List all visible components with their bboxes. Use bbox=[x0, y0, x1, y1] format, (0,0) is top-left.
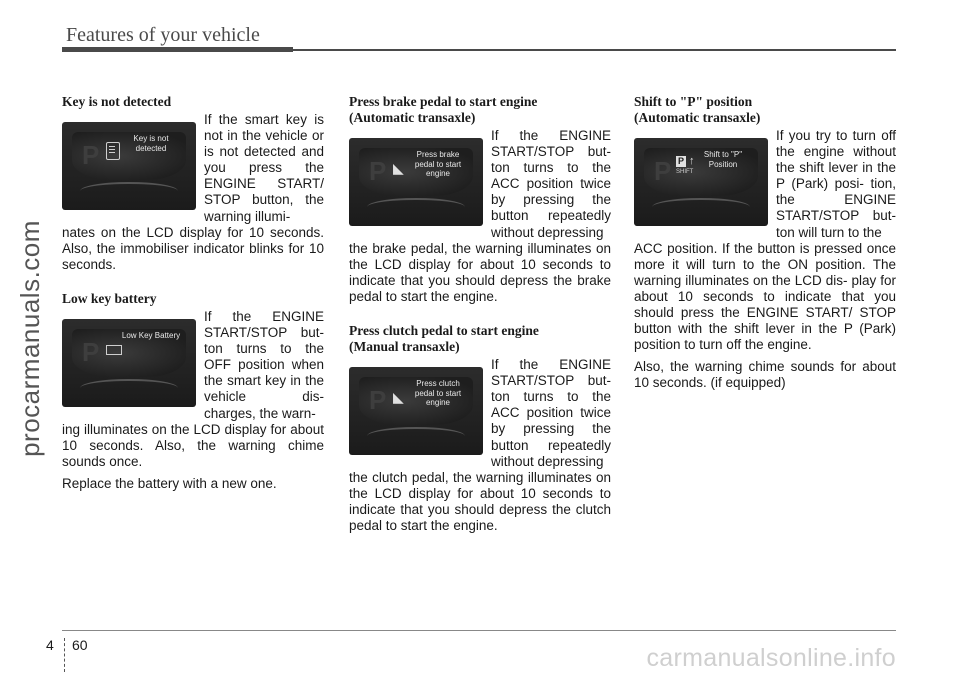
column-3 bbox=[634, 94, 896, 410]
float-text: If you try to turn off the engine without the shift lever in the P (Park) posi- tion, the ENGINE START/STOP but- ton will turn to the bbox=[776, 128, 896, 240]
body-paragraph: ACC position. If the button is pressed once more it will turn to the ON position. The warning illuminates on the LCD dis- play for about 10 seconds to indicate that you should press the ENGINE START/ STOP button with the shift lever in the P (Park) position to turn off the engine. bbox=[634, 240, 896, 353]
page-header-title: Features of your vehicle bbox=[66, 24, 260, 46]
body-paragraph: ing illuminates on the LCD display for about 10 seconds. Also, the warning chime sounds once. bbox=[62, 421, 324, 469]
foot-pedal-icon: ◣ bbox=[393, 160, 404, 176]
ghost-gear-icon: P bbox=[654, 156, 672, 186]
side-watermark bbox=[10, 0, 50, 676]
lcd-label: Press brake pedal to start engine bbox=[414, 150, 462, 178]
figure-row bbox=[349, 128, 611, 241]
section-subheading: (Automatic transaxle) bbox=[634, 110, 761, 125]
section-subheading: (Automatic transaxle) bbox=[349, 110, 476, 125]
gauge-arc bbox=[367, 198, 465, 216]
gauge-arc bbox=[80, 379, 178, 397]
footer-rule bbox=[62, 630, 896, 631]
shift-label: SHIFT bbox=[676, 169, 694, 175]
section-subheading: (Manual transaxle) bbox=[349, 339, 460, 355]
page-number: 60 bbox=[72, 637, 88, 653]
foot-pedal-icon: ◣ bbox=[393, 389, 404, 406]
lcd-figure-shift-to-p bbox=[634, 138, 768, 226]
ghost-gear-icon: P bbox=[369, 156, 387, 186]
section-press-clutch bbox=[349, 323, 611, 534]
battery-icon bbox=[106, 345, 122, 355]
figure-row bbox=[634, 128, 896, 241]
side-watermark-text: procarmanuals.com bbox=[14, 219, 45, 457]
section-key-not-detected bbox=[62, 94, 324, 273]
smart-key-icon bbox=[106, 142, 120, 160]
figure-row bbox=[349, 357, 611, 470]
gauge-arc bbox=[367, 427, 465, 445]
header-bar bbox=[62, 47, 293, 52]
lcd-label: Shift to "P" Position bbox=[703, 150, 743, 169]
float-text: If the ENGINE START/STOP but- ton turns to the ACC position twice by pressing the button repeatedly without depressing bbox=[491, 357, 611, 469]
lcd-label: Low Key Battery bbox=[121, 330, 181, 340]
chapter-number: 4 bbox=[46, 637, 54, 653]
arrow-up-icon: ↑ bbox=[689, 155, 695, 167]
park-icon: P bbox=[677, 156, 684, 166]
float-text: If the ENGINE START/STOP but- ton turns to the OFF position when the smart key in the vehicle dis- charges, the warn- bbox=[204, 308, 324, 421]
bottom-watermark: carmanualsonline.info bbox=[646, 644, 896, 672]
ghost-gear-icon: P bbox=[82, 336, 100, 367]
ghost-gear-icon: P bbox=[369, 385, 387, 416]
lcd-label: Key is not detected bbox=[133, 134, 169, 153]
column-2 bbox=[349, 94, 611, 552]
section-heading: Key is not detected bbox=[62, 94, 172, 109]
body-paragraph: Also, the warning chime sounds for about 10 seconds. (if equipped) bbox=[634, 359, 896, 391]
body-paragraph: the clutch pedal, the warning illuminates on the LCD display for about 10 seconds to indicate that you should depress the clutch pedal to start the engine. bbox=[349, 469, 611, 533]
float-text: If the smart key is not in the vehicle or is not detected and you press the ENGINE START/ STOP button, the warning illumi- bbox=[204, 112, 324, 224]
lcd-figure-press-clutch bbox=[349, 367, 483, 455]
section-low-key-battery bbox=[62, 291, 324, 492]
ghost-gear-icon: P bbox=[82, 140, 100, 170]
lcd-figure-low-key-battery bbox=[62, 319, 196, 407]
gauge-arc bbox=[80, 182, 178, 200]
gauge-arc bbox=[652, 198, 750, 216]
section-heading: Press brake pedal to start engine bbox=[349, 94, 538, 109]
lcd-figure-key-not-detected bbox=[62, 122, 196, 210]
lcd-figure-press-brake bbox=[349, 138, 483, 226]
figure-row bbox=[62, 309, 324, 422]
lcd-label: Press clutch pedal to start engine bbox=[414, 379, 462, 408]
section-shift-to-p bbox=[634, 94, 896, 392]
body-paragraph: the brake pedal, the warning illuminates on the LCD display for about 10 seconds to indicate that you should depress the brake pedal to start the engine. bbox=[349, 240, 611, 304]
float-text: If the ENGINE START/STOP but- ton turns to the ACC position twice by pressing the button repeatedly without depressing bbox=[491, 128, 611, 240]
section-heading: Press clutch pedal to start engine bbox=[349, 323, 539, 339]
column-1 bbox=[62, 94, 324, 510]
section-heading: Shift to "P" position bbox=[634, 94, 753, 109]
figure-row bbox=[62, 112, 324, 225]
footer-separator bbox=[64, 638, 66, 672]
section-heading: Low key battery bbox=[62, 290, 157, 306]
body-paragraph: Replace the battery with a new one. bbox=[62, 475, 277, 491]
section-press-brake bbox=[349, 94, 611, 305]
header-rule bbox=[293, 49, 896, 51]
body-paragraph: nates on the LCD display for 10 seconds. Also, the immobiliser indicator blinks for 10 seconds. bbox=[62, 224, 324, 272]
